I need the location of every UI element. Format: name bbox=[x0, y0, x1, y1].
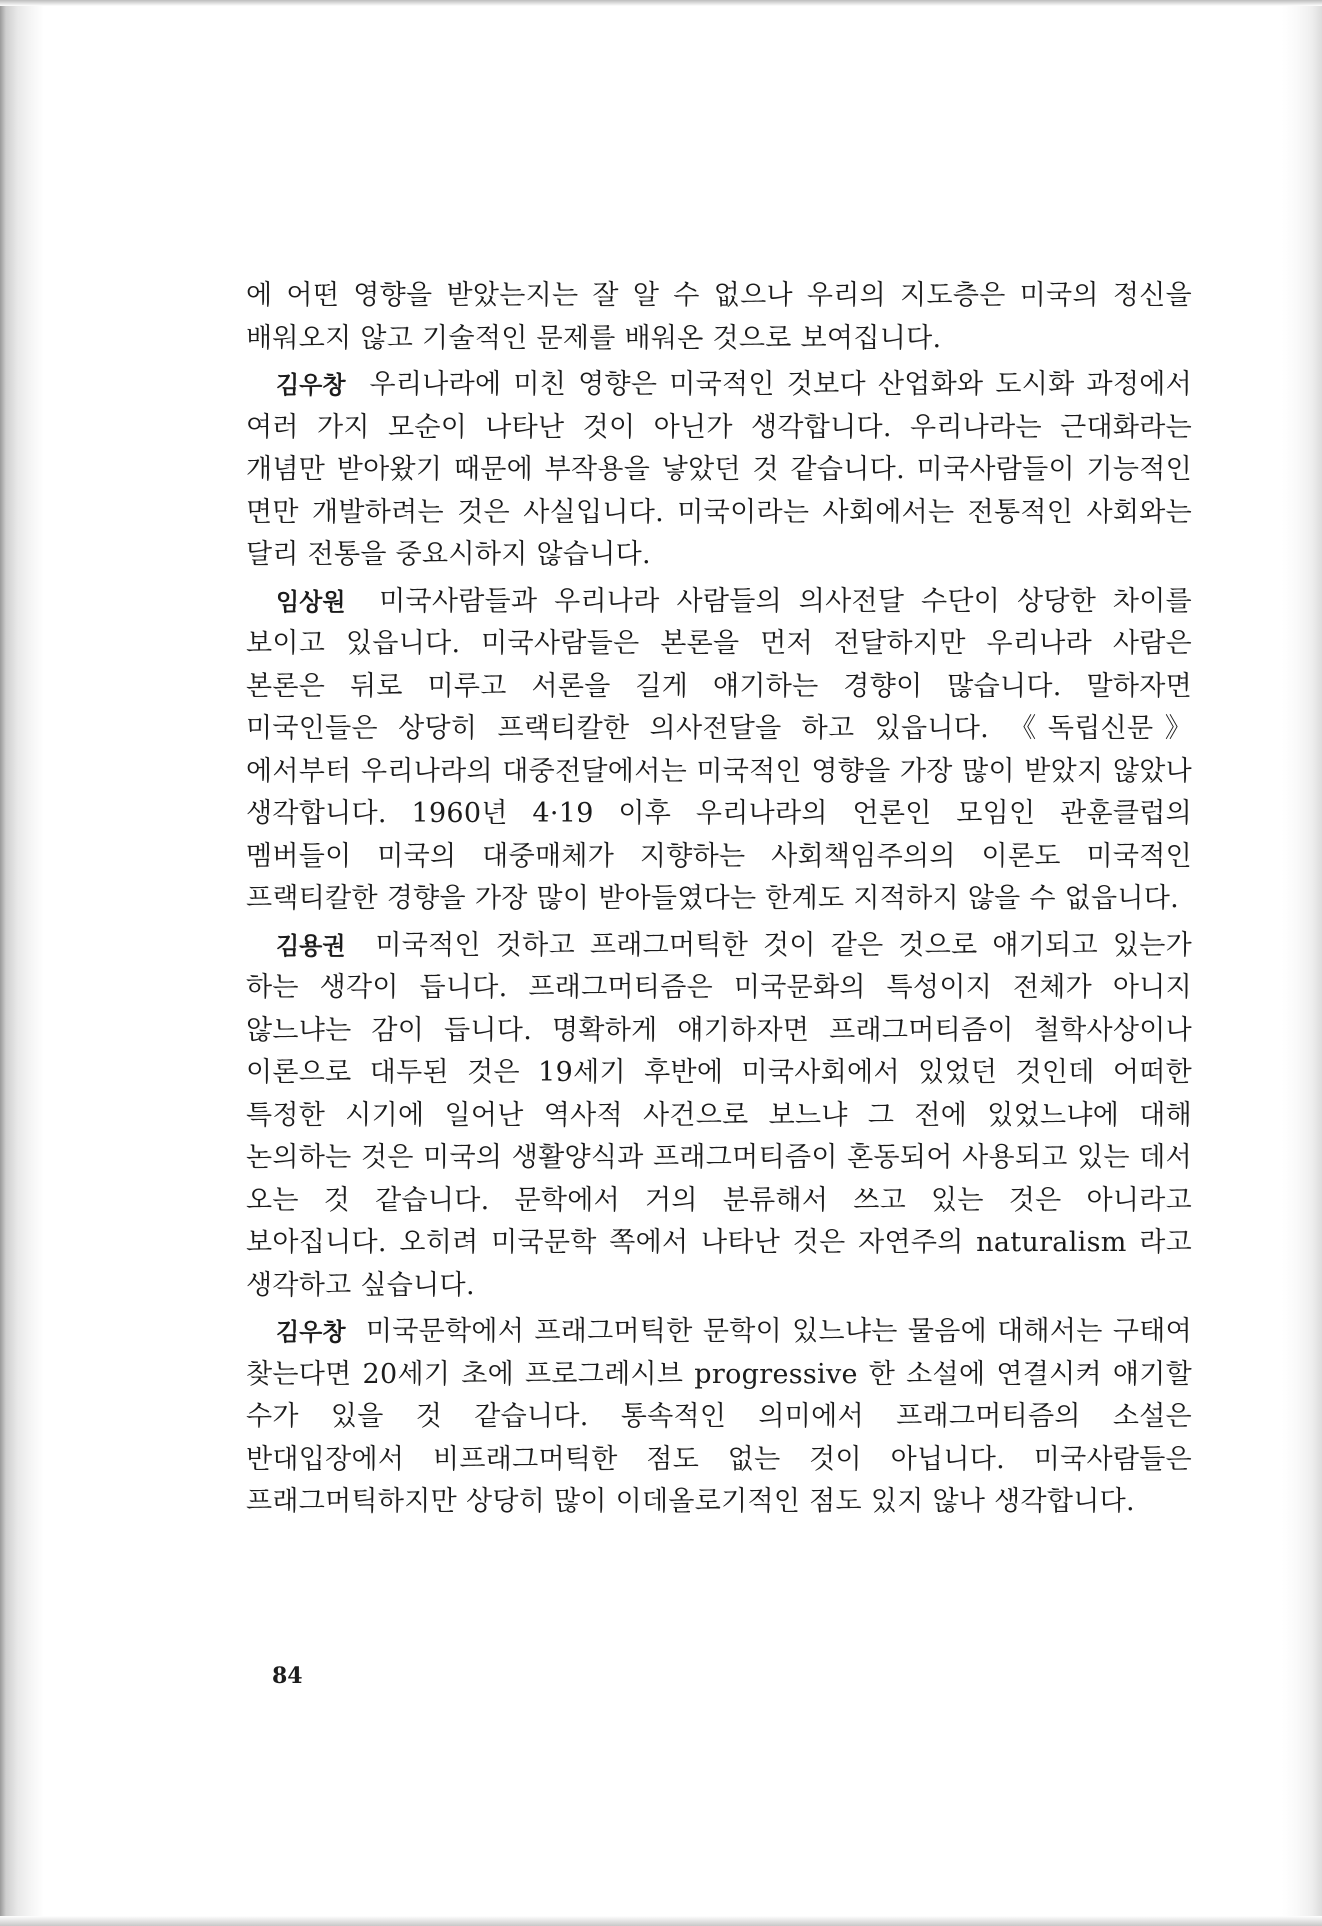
page-right-edge bbox=[1282, 0, 1322, 1926]
paragraph-text: 미국문학에서 프래그머틱한 문학이 있느냐는 물음에 대해서는 구태여 찾는다면 20세기 초에 프로그레시브 progressive 한 소설에 연결시켜 얘기할 수가 있을 것 같습니다. 통속적인 의미에서 프래그머티즘의 소설은 반대입장에서 비프래그머틱한 점도 없는 것이 아닙니다. 미국사람들은 프래그머틱하지만 상당히 많이 이데올로기적인 점도 있지 않나 생각합니다. bbox=[246, 1316, 1193, 1517]
speaker-name: 김우창 bbox=[276, 370, 346, 399]
speaker-paragraph bbox=[246, 364, 1192, 577]
speaker-paragraph bbox=[246, 581, 1192, 921]
page-binding-shadow bbox=[0, 0, 44, 1926]
page-bottom-edge bbox=[0, 1916, 1322, 1926]
paragraph-text: 미국적인 것하고 프래그머틱한 것이 같은 것으로 얘기되고 있는가 하는 생각이 듭니다. 프래그머티즘은 미국문화의 특성이지 전체가 아니지 않느냐는 감이 듭니다. 명확하게 얘기하자면 프래그머티즘이 철학사상이나 이론으로 대두된 것은 19세기 후반에 미국사회에서 있었던 것인데 어떠한 특정한 시기에 일어난 역사적 사건으로 보느냐 그 전에 있었느냐에 대해 논의하는 것은 미국의 생활양식과 프래그머티즘이 혼동되어 사용되고 있는 데서 오는 것 같습니다. 문학에서 거의 분류해서 쓰고 있는 것은 아니라고 보아집니다. 오히려 미국문학 쪽에서 나타난 것은 자연주의 naturalism 라고 생각하고 싶습니다. bbox=[246, 929, 1192, 1301]
page-number: 84 bbox=[272, 1663, 303, 1689]
page-body bbox=[246, 275, 1192, 1524]
speaker-paragraph bbox=[246, 925, 1192, 1308]
speaker-name: 임상원 bbox=[276, 586, 346, 616]
speaker-paragraph bbox=[246, 1311, 1192, 1524]
page-top-edge bbox=[0, 0, 1322, 6]
paragraph-text: 우리나라에 미친 영향은 미국적인 것보다 산업화와 도시화 과정에서 여러 가지 모순이 나타난 것이 아닌가 생각합니다. 우리나라는 근대화라는 개념만 받아왔기 때문에 부작용을 낳았던 것 같습니다. 미국사람들이 기능적인 면만 개발하려는 것은 사실입니다. 미국이라는 사회에서는 전통적인 사회와는 달리 전통을 중요시하지 않습니다. bbox=[246, 369, 1193, 570]
speaker-name: 김우창 bbox=[276, 1317, 346, 1346]
paragraph-text: 미국사람들과 우리나라 사람들의 의사전달 수단이 상당한 차이를 보이고 있읍니다. 미국사람들은 본론을 먼저 전달하지만 우리나라 사람은 본론은 뒤로 미루고 서론을 길게 얘기하는 경향이 많습니다. 말하자면 미국인들은 상당히 프랙티칼한 의사전달을 하고 있읍니다. 《독립신문》에서부터 우리나라의 대중전달에서는 미국적인 영향을 가장 많이 받았지 않았나 생각합니다. 1960년 4·19 이후 우리나라의 언론인 모임인 관훈클럽의 멤버들이 미국의 대중매체가 지향하는 사회책임주의의 이론도 미국적인 프랙티칼한 경향을 가장 많이 받아들였다는 한계도 지적하지 않을 수 없읍니다. bbox=[246, 585, 1192, 914]
opening-paragraph: 에 어떤 영향을 받았는지는 잘 알 수 없으나 우리의 지도층은 미국의 정신을 배워오지 않고 기술적인 문제를 배워온 것으로 보여집니다. bbox=[246, 280, 1192, 354]
speaker-name: 김용권 bbox=[276, 930, 346, 960]
